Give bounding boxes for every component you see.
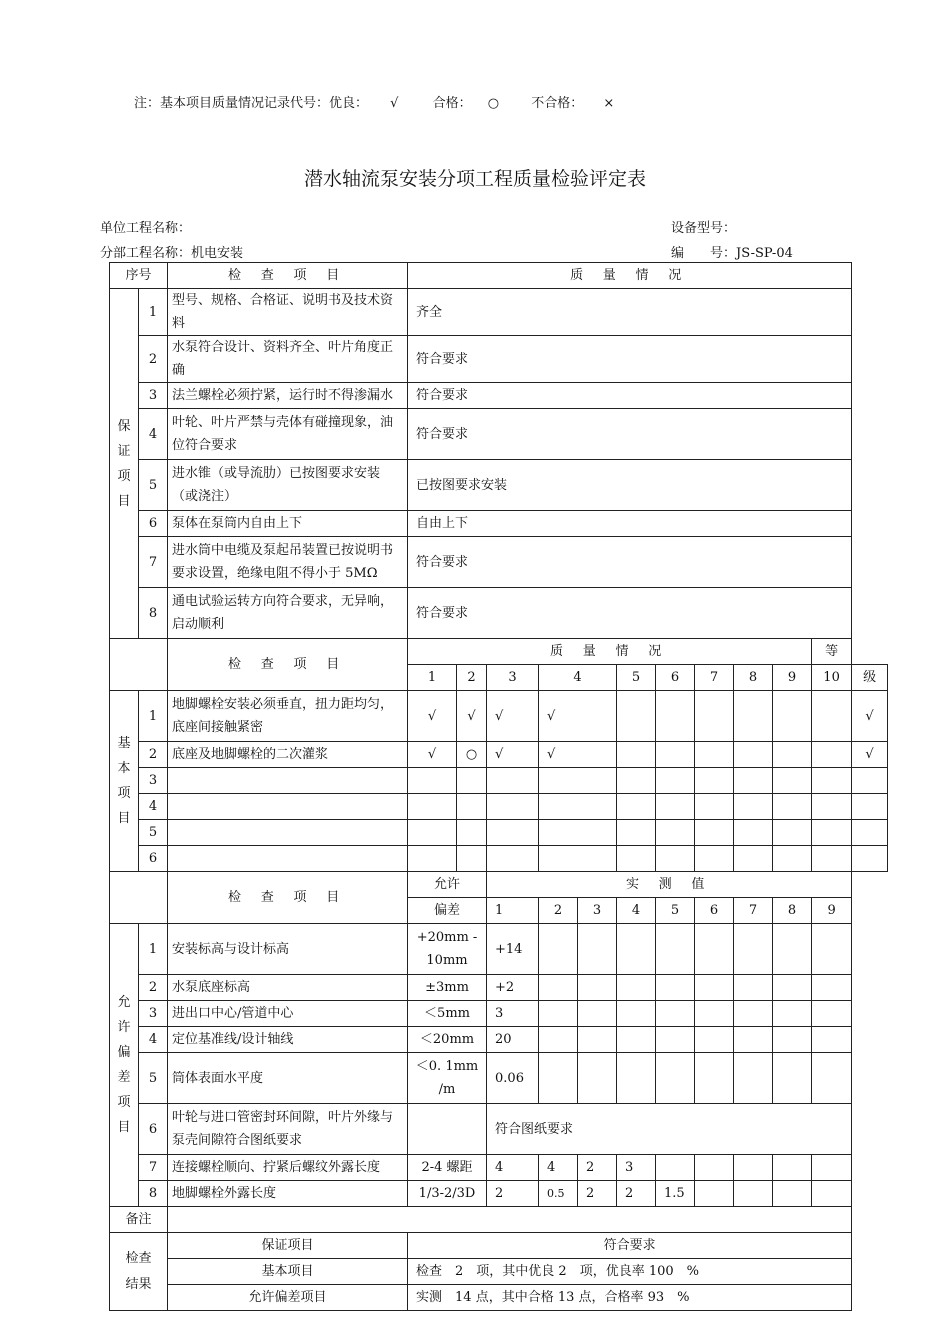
table-cell xyxy=(656,742,695,768)
table-cell xyxy=(408,846,457,872)
table-cell xyxy=(168,794,408,820)
table-cell xyxy=(656,846,695,872)
table-cell xyxy=(656,1155,695,1181)
guarantee-header-row xyxy=(110,263,888,289)
table-cell: 基 xyxy=(117,736,131,751)
result-row xyxy=(110,1233,888,1259)
table-row xyxy=(110,1181,888,1207)
table-cell: 2 xyxy=(578,1181,617,1207)
table-cell: 3 xyxy=(139,383,168,409)
table-row xyxy=(110,409,888,460)
table-cell xyxy=(457,794,487,820)
table-cell xyxy=(539,1027,578,1053)
table-row xyxy=(110,742,888,768)
grade-header-2: 级 xyxy=(852,665,888,691)
seq-header: 序号 xyxy=(110,263,168,289)
table-cell xyxy=(656,1053,695,1104)
table-cell xyxy=(487,846,539,872)
table-cell: 3 xyxy=(617,1155,656,1181)
table-cell: ±3mm xyxy=(408,975,487,1001)
table-cell xyxy=(773,975,812,1001)
table-cell xyxy=(695,691,734,742)
table-cell: 符合要求 xyxy=(408,537,852,588)
table-cell xyxy=(773,768,812,794)
table-cell xyxy=(812,768,852,794)
table-cell xyxy=(110,639,168,691)
table-cell xyxy=(539,846,617,872)
table-cell xyxy=(656,768,695,794)
table-cell: 10 xyxy=(812,665,852,691)
table-cell xyxy=(852,768,888,794)
table-cell: 8 xyxy=(734,665,773,691)
table-cell: 项 xyxy=(117,468,131,484)
grade-header-1: 等 xyxy=(812,639,852,665)
table-cell xyxy=(773,1027,812,1053)
deviation-group-label xyxy=(110,924,139,1207)
table-cell: 结果 xyxy=(125,1276,152,1292)
table-cell: 1 xyxy=(139,289,168,336)
table-cell xyxy=(656,820,695,846)
table-cell: 2 xyxy=(139,975,168,1001)
table-cell xyxy=(168,846,408,872)
table-cell: 目 xyxy=(117,811,131,826)
table-cell: 2-4 螺距 xyxy=(408,1155,487,1181)
table-cell: 0.06 xyxy=(487,1053,539,1104)
table-cell xyxy=(773,1053,812,1104)
table-cell xyxy=(695,794,734,820)
table-cell: 4 xyxy=(617,898,656,924)
table-cell: 6 xyxy=(139,846,168,872)
table-cell: √ xyxy=(457,691,487,742)
table-cell: 实测 14 点，其中合格 13 点，合格率 93 % xyxy=(408,1285,852,1311)
table-cell: 7 xyxy=(734,898,773,924)
table-cell xyxy=(695,1027,734,1053)
table-cell xyxy=(695,820,734,846)
table-cell: 项 xyxy=(117,786,131,801)
table-row xyxy=(110,924,888,975)
table-cell: 5 xyxy=(139,1053,168,1104)
table-cell: 1 xyxy=(408,665,457,691)
table-cell: 1 xyxy=(139,924,168,975)
table-cell: 进出口中心/管道中心 xyxy=(168,1001,408,1027)
table-cell xyxy=(457,768,487,794)
table-cell xyxy=(539,924,578,975)
table-cell xyxy=(734,1001,773,1027)
table-cell: 6 xyxy=(139,511,168,537)
table-row xyxy=(110,1053,888,1104)
remarks-row xyxy=(110,1207,888,1233)
table-row xyxy=(110,336,888,383)
table-cell xyxy=(852,794,888,820)
table-cell xyxy=(617,794,656,820)
table-row xyxy=(110,1027,888,1053)
table-cell xyxy=(487,768,539,794)
table-cell xyxy=(617,691,656,742)
table-cell: 8 xyxy=(139,1181,168,1207)
table-cell xyxy=(168,820,408,846)
table-cell xyxy=(734,768,773,794)
table-cell: 差 xyxy=(117,1070,131,1085)
table-cell xyxy=(695,924,734,975)
quality-header: 质 量 情 况 xyxy=(408,263,852,289)
table-cell: 保证项目 xyxy=(168,1233,408,1259)
table-cell xyxy=(773,924,812,975)
table-cell: 3 xyxy=(487,665,539,691)
table-cell: 齐全 xyxy=(408,289,852,336)
table-cell xyxy=(812,1001,852,1027)
table-cell: 符合要求 xyxy=(408,383,852,409)
table-cell xyxy=(168,768,408,794)
table-cell xyxy=(812,1027,852,1053)
table-cell: 6 xyxy=(695,898,734,924)
table-cell: 9 xyxy=(812,898,852,924)
table-cell: 8 xyxy=(139,588,168,639)
legend-pass-symbol: ○ xyxy=(487,96,500,111)
table-cell xyxy=(656,924,695,975)
remarks-value xyxy=(168,1207,852,1233)
table-cell: +20mm - 10mm xyxy=(408,924,487,975)
legend-pass-label: 合格： xyxy=(432,96,472,111)
table-cell: 3 xyxy=(139,768,168,794)
table-cell: 1.5 xyxy=(656,1181,695,1207)
table-row xyxy=(110,1104,888,1155)
legend-note xyxy=(134,92,614,111)
table-cell: 项 xyxy=(117,1095,131,1110)
table-cell: 5 xyxy=(656,898,695,924)
table-cell xyxy=(408,768,457,794)
table-cell: 20 xyxy=(487,1027,539,1053)
table-cell: 7 xyxy=(695,665,734,691)
table-cell: 允 xyxy=(117,995,131,1010)
table-cell xyxy=(110,872,168,924)
basic-group-label xyxy=(110,691,139,872)
table-cell: 6 xyxy=(139,1104,168,1155)
table-cell: √ xyxy=(408,742,457,768)
table-cell xyxy=(773,820,812,846)
table-cell xyxy=(656,1027,695,1053)
table-cell xyxy=(812,975,852,1001)
table-row xyxy=(110,1001,888,1027)
table-row xyxy=(110,794,888,820)
table-cell xyxy=(539,1053,578,1104)
table-cell: 叶轮与进口管密封环间隙，叶片外缘与泵壳间隙符合图纸要求 xyxy=(168,1104,408,1155)
table-cell: 目 xyxy=(117,1120,131,1135)
table-cell xyxy=(852,820,888,846)
table-cell xyxy=(656,975,695,1001)
table-cell: 2 xyxy=(457,665,487,691)
table-cell: 法兰螺栓必须拧紧，运行时不得渗漏水 xyxy=(168,383,408,409)
table-cell xyxy=(578,975,617,1001)
table-cell xyxy=(812,1155,852,1181)
table-cell: √ xyxy=(852,691,888,742)
result-row xyxy=(110,1259,888,1285)
table-cell: 7 xyxy=(139,1155,168,1181)
table-cell: 5 xyxy=(617,665,656,691)
table-cell: 通电试验运转方向符合要求，无异响，启动顺利 xyxy=(168,588,408,639)
basic-header-row xyxy=(110,639,888,665)
table-cell: 偏 xyxy=(117,1045,131,1060)
table-cell xyxy=(617,1001,656,1027)
table-row xyxy=(110,975,888,1001)
table-cell: 叶轮、叶片严禁与壳体有碰撞现象，油位符合要求 xyxy=(168,409,408,460)
table-row xyxy=(110,846,888,872)
table-cell xyxy=(457,820,487,846)
table-cell xyxy=(656,794,695,820)
table-cell xyxy=(773,1181,812,1207)
table-cell: 连接螺栓顺向、拧紧后螺纹外露长度 xyxy=(168,1155,408,1181)
table-cell: 4 xyxy=(139,409,168,460)
device-model-label: 设备型号： xyxy=(671,221,737,236)
table-cell: 4 xyxy=(539,1155,578,1181)
table-cell xyxy=(617,1027,656,1053)
table-cell xyxy=(617,846,656,872)
legend-fail-symbol: × xyxy=(603,96,615,111)
table-cell xyxy=(734,846,773,872)
table-cell xyxy=(656,691,695,742)
table-cell: 符合要求 xyxy=(408,409,852,460)
table-cell xyxy=(812,794,852,820)
table-cell: 0.5 xyxy=(539,1181,578,1207)
table-cell xyxy=(773,742,812,768)
table-cell xyxy=(408,820,457,846)
table-cell xyxy=(734,1053,773,1104)
table-cell xyxy=(695,768,734,794)
table-cell: ＜20mm xyxy=(408,1027,487,1053)
table-cell: 泵体在泵筒内自由上下 xyxy=(168,511,408,537)
basic-check-item-header: 检 查 项 目 xyxy=(168,639,408,691)
table-cell xyxy=(812,742,852,768)
code-label: 编 号：JS-SP-04 xyxy=(671,246,793,261)
table-cell: 符合要求 xyxy=(408,1233,852,1259)
table-row xyxy=(110,691,888,742)
table-cell: 地脚螺栓安装必须垂直，扭力距均匀，底座间接触紧密 xyxy=(168,691,408,742)
sub-project-label: 分部工程名称：机电安装 xyxy=(100,246,244,261)
table-cell: 5 xyxy=(139,820,168,846)
measured-header: 实 测 值 xyxy=(487,872,852,898)
table-cell: 安装标高与设计标高 xyxy=(168,924,408,975)
table-row xyxy=(110,820,888,846)
table-cell xyxy=(734,794,773,820)
table-cell: 底座及地脚螺栓的二次灌浆 xyxy=(168,742,408,768)
table-cell xyxy=(408,794,457,820)
table-cell: 水泵底座标高 xyxy=(168,975,408,1001)
table-cell: 基本项目 xyxy=(168,1259,408,1285)
result-row xyxy=(110,1285,888,1311)
inspection-table xyxy=(109,262,888,1311)
table-cell: 3 xyxy=(487,1001,539,1027)
table-cell: 2 xyxy=(139,336,168,383)
table-cell: 5 xyxy=(139,460,168,511)
table-cell: 4 xyxy=(487,1155,539,1181)
table-cell xyxy=(734,691,773,742)
table-cell: 8 xyxy=(773,898,812,924)
table-cell: 符合要求 xyxy=(408,336,852,383)
table-row xyxy=(110,383,888,409)
table-cell: 9 xyxy=(773,665,812,691)
table-cell: 2 xyxy=(578,1155,617,1181)
table-cell: √ xyxy=(487,691,539,742)
table-row xyxy=(110,511,888,537)
table-cell: 证 xyxy=(117,443,131,459)
table-cell xyxy=(695,1053,734,1104)
table-cell xyxy=(812,1181,852,1207)
table-cell xyxy=(408,1104,487,1155)
table-cell: 筒体表面水平度 xyxy=(168,1053,408,1104)
page-title: 潜水轴流泵安装分项工程质量检验评定表 xyxy=(303,168,646,190)
table-cell: √ xyxy=(487,742,539,768)
table-cell xyxy=(695,975,734,1001)
table-cell: 保 xyxy=(117,418,131,434)
table-cell: 许 xyxy=(117,1020,131,1035)
table-cell: +2 xyxy=(487,975,539,1001)
table-cell xyxy=(773,794,812,820)
table-cell xyxy=(539,1001,578,1027)
table-cell: 4 xyxy=(139,1027,168,1053)
table-cell xyxy=(617,768,656,794)
table-cell xyxy=(695,1181,734,1207)
table-cell: 3 xyxy=(139,1001,168,1027)
table-cell xyxy=(695,1155,734,1181)
basic-quality-header: 质 量 情 况 xyxy=(408,639,812,665)
table-cell: 自由上下 xyxy=(408,511,852,537)
table-cell xyxy=(773,1155,812,1181)
table-cell: 已按图要求安装 xyxy=(408,460,852,511)
table-cell: 型号、规格、合格证、说明书及技术资料 xyxy=(168,289,408,336)
table-cell xyxy=(578,924,617,975)
table-cell xyxy=(812,820,852,846)
table-cell xyxy=(812,1053,852,1104)
table-cell xyxy=(539,975,578,1001)
table-cell: 地脚螺栓外露长度 xyxy=(168,1181,408,1207)
table-cell xyxy=(539,794,617,820)
table-cell: √ xyxy=(539,742,617,768)
deviation-header-row xyxy=(110,872,888,898)
table-cell xyxy=(578,1001,617,1027)
table-cell xyxy=(487,794,539,820)
table-cell: +14 xyxy=(487,924,539,975)
table-cell: 检查 2 项，其中优良 2 项，优良率 100 % xyxy=(408,1259,852,1285)
table-cell: √ xyxy=(408,691,457,742)
table-cell xyxy=(457,846,487,872)
unit-project-label: 单位工程名称： xyxy=(100,221,192,236)
table-row xyxy=(110,289,888,336)
table-cell xyxy=(578,1027,617,1053)
table-cell: √ xyxy=(539,691,617,742)
table-cell xyxy=(812,846,852,872)
table-cell xyxy=(773,691,812,742)
table-cell: 2 xyxy=(539,898,578,924)
allow-header-1: 允许 xyxy=(408,872,487,898)
table-cell: 6 xyxy=(656,665,695,691)
table-cell xyxy=(617,924,656,975)
table-cell: 2 xyxy=(487,1181,539,1207)
table-cell xyxy=(695,1001,734,1027)
table-cell xyxy=(617,742,656,768)
table-cell: √ xyxy=(852,742,888,768)
legend-fail-label: 不合格： xyxy=(531,96,584,111)
table-cell: 4 xyxy=(539,665,617,691)
table-cell xyxy=(734,1027,773,1053)
table-cell: ○ xyxy=(457,742,487,768)
table-row xyxy=(110,588,888,639)
table-cell: 进水筒中电缆及泵起吊装置已按说明书要求设置，绝缘电阻不得小于 5MΩ xyxy=(168,537,408,588)
table-row xyxy=(110,460,888,511)
table-cell: 检查 xyxy=(125,1250,152,1266)
table-cell: 符合要求 xyxy=(408,588,852,639)
allow-header-2: 偏差 xyxy=(408,898,487,924)
table-cell xyxy=(578,1053,617,1104)
table-cell xyxy=(617,1053,656,1104)
table-cell xyxy=(617,975,656,1001)
table-cell: 2 xyxy=(617,1181,656,1207)
table-cell xyxy=(539,768,617,794)
table-cell xyxy=(812,924,852,975)
table-cell xyxy=(539,820,617,846)
table-cell: 7 xyxy=(139,537,168,588)
table-cell xyxy=(734,820,773,846)
legend-good-symbol: √ xyxy=(390,96,399,111)
table-cell xyxy=(617,820,656,846)
check-item-header: 检 查 项 目 xyxy=(168,263,408,289)
table-cell: 符合图纸要求 xyxy=(487,1104,852,1155)
results-label xyxy=(110,1233,168,1311)
table-row xyxy=(110,768,888,794)
table-cell xyxy=(773,846,812,872)
table-cell: 2 xyxy=(139,742,168,768)
table-cell xyxy=(695,846,734,872)
table-cell: 本 xyxy=(117,761,131,776)
table-cell: 1/3-2/3D xyxy=(408,1181,487,1207)
table-cell: 3 xyxy=(578,898,617,924)
table-cell xyxy=(773,1001,812,1027)
table-cell xyxy=(487,820,539,846)
legend-prefix: 注：基本项目质量情况记录代号：优良： xyxy=(134,96,369,111)
table-cell: ＜0. 1mm /m xyxy=(408,1053,487,1104)
table-cell: 进水锥（或导流肋）已按图要求安装（或浇注） xyxy=(168,460,408,511)
table-cell: ＜5mm xyxy=(408,1001,487,1027)
remarks-label: 备注 xyxy=(110,1207,168,1233)
table-cell xyxy=(812,691,852,742)
table-cell: 允许偏差项目 xyxy=(168,1285,408,1311)
deviation-check-item-header: 检 查 项 目 xyxy=(168,872,408,924)
table-cell: 水泵符合设计、资料齐全、叶片角度正确 xyxy=(168,336,408,383)
table-cell xyxy=(734,1181,773,1207)
table-cell xyxy=(734,975,773,1001)
table-cell: 1 xyxy=(487,898,539,924)
table-cell: 1 xyxy=(139,691,168,742)
table-cell xyxy=(734,742,773,768)
table-cell: 4 xyxy=(139,794,168,820)
table-cell: 目 xyxy=(117,493,131,509)
guarantee-group-label xyxy=(110,289,139,639)
table-cell xyxy=(695,742,734,768)
table-cell xyxy=(734,1155,773,1181)
table-cell: 定位基准线/设计轴线 xyxy=(168,1027,408,1053)
table-cell xyxy=(656,1001,695,1027)
table-cell xyxy=(852,846,888,872)
table-cell xyxy=(734,924,773,975)
table-row xyxy=(110,1155,888,1181)
table-row xyxy=(110,537,888,588)
